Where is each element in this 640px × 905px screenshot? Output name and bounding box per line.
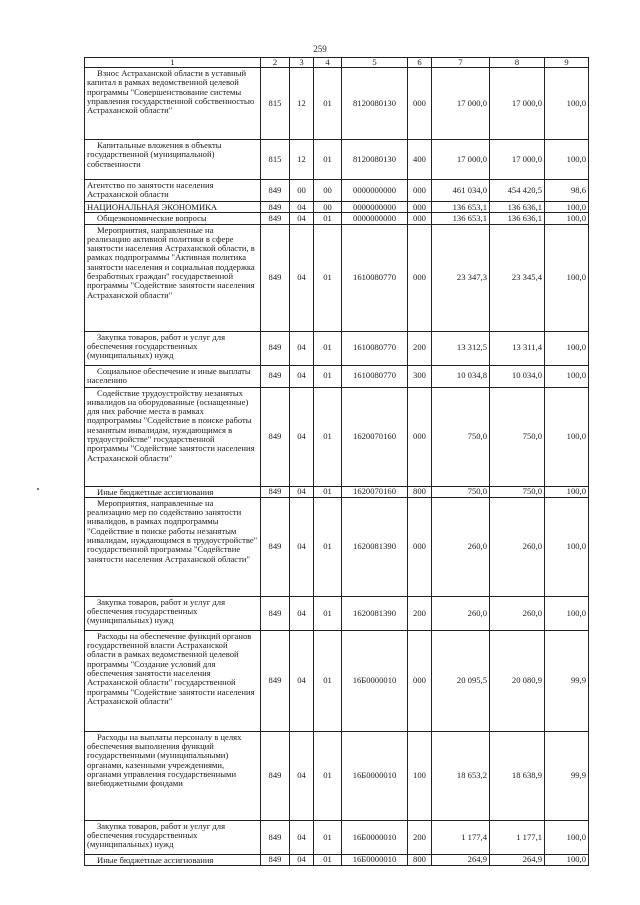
column-header: 4 xyxy=(314,58,342,68)
cell-expense-type: 800 xyxy=(408,486,432,497)
cell-execution-percent: 100,0 xyxy=(545,387,589,486)
cell-executed-amount: 17 000,0 xyxy=(490,68,545,140)
cell-expense-type: 000 xyxy=(408,387,432,486)
cell-expense-type: 100 xyxy=(408,731,432,820)
cell-execution-percent: 100,0 xyxy=(545,820,589,854)
cell-executed-amount: 1 177,1 xyxy=(490,820,545,854)
cell-subsection: 01 xyxy=(314,140,342,180)
cell-planned-amount: 260,0 xyxy=(432,497,490,596)
cell-planned-amount: 1 177,4 xyxy=(432,820,490,854)
cell-planned-amount: 17 000,0 xyxy=(432,68,490,140)
column-header: 6 xyxy=(408,58,432,68)
cell-section: 04 xyxy=(290,213,314,224)
cell-execution-percent: 100,0 xyxy=(545,68,589,140)
cell-execution-percent: 99,9 xyxy=(545,630,589,731)
table-row xyxy=(85,224,589,331)
table-row xyxy=(85,202,589,213)
cell-section: 04 xyxy=(290,731,314,820)
cell-section: 04 xyxy=(290,820,314,854)
cell-executed-amount: 260,0 xyxy=(490,497,545,596)
cell-execution-percent: 100,0 xyxy=(545,140,589,180)
cell-planned-amount: 461 034,0 xyxy=(432,180,490,202)
row-description: Содействие трудоустройству незанятых инвалидов на оборудованные (оснащенные) для них рабочие места в рамках подпрограммы "Содействие в поиске работы незанятым инвалидам, нуждающимся в трудоустройстве" государственной программы "Содействие занятости населения Астраханской области" xyxy=(85,387,261,486)
cell-section: 04 xyxy=(290,224,314,331)
cell-subsection: 01 xyxy=(314,486,342,497)
cell-expense-type: 200 xyxy=(408,596,432,630)
cell-section: 04 xyxy=(290,486,314,497)
cell-executed-amount: 17 000,0 xyxy=(490,140,545,180)
cell-target-article: 16Б0000010 xyxy=(342,854,408,865)
cell-executed-amount: 136 636,1 xyxy=(490,213,545,224)
cell-execution-percent: 100,0 xyxy=(545,486,589,497)
cell-execution-percent: 100,0 xyxy=(545,331,589,365)
row-description: Мероприятия, направленные на реализацию активной политики в сфере занятости населения Астраханской области, в рамках подпрограммы "Активная политика занятости населения и социальная поддержка безработных граждан" государственной программы "Содействие занятости населения Астраханской области" xyxy=(85,224,261,331)
cell-ministry-code: 849 xyxy=(261,820,290,854)
cell-execution-percent: 100,0 xyxy=(545,596,589,630)
column-header: 8 xyxy=(490,58,545,68)
column-header: 2 xyxy=(261,58,290,68)
row-description: Социальное обеспечение и иные выплаты населению xyxy=(85,365,261,387)
cell-executed-amount: 136 636,1 xyxy=(490,202,545,213)
cell-executed-amount: 18 638,9 xyxy=(490,731,545,820)
cell-planned-amount: 750,0 xyxy=(432,486,490,497)
cell-target-article: 1620081390 xyxy=(342,497,408,596)
cell-subsection: 01 xyxy=(314,365,342,387)
table-row xyxy=(85,365,589,387)
table-row xyxy=(85,387,589,486)
cell-executed-amount: 20 080,9 xyxy=(490,630,545,731)
cell-planned-amount: 20 095,5 xyxy=(432,630,490,731)
row-description: Мероприятия, направленные на реализацию мер по содействию занятости инвалидов, в рамках подпрограммы "Содействие в поиске работы незанятым инвалидам, нуждающимся в трудоустройстве" государственной программы "Содействие занятости населения Астраханской области" xyxy=(85,497,261,596)
cell-target-article: 1610080770 xyxy=(342,224,408,331)
cell-ministry-code: 849 xyxy=(261,180,290,202)
cell-execution-percent: 100,0 xyxy=(545,497,589,596)
cell-subsection: 01 xyxy=(314,596,342,630)
cell-planned-amount: 13 312,5 xyxy=(432,331,490,365)
cell-target-article: 8120080130 xyxy=(342,68,408,140)
cell-ministry-code: 849 xyxy=(261,213,290,224)
cell-subsection: 01 xyxy=(314,731,342,820)
table-row xyxy=(85,331,589,365)
cell-execution-percent: 100,0 xyxy=(545,854,589,865)
cell-expense-type: 000 xyxy=(408,68,432,140)
row-description: Агентство по занятости населения Астраханской области xyxy=(85,180,261,202)
column-header: 1 xyxy=(85,58,261,68)
cell-execution-percent: 100,0 xyxy=(545,202,589,213)
cell-section: 12 xyxy=(290,140,314,180)
cell-execution-percent: 100,0 xyxy=(545,224,589,331)
cell-expense-type: 400 xyxy=(408,140,432,180)
cell-subsection: 01 xyxy=(314,68,342,140)
cell-expense-type: 000 xyxy=(408,497,432,596)
cell-target-article: 0000000000 xyxy=(342,213,408,224)
cell-expense-type: 300 xyxy=(408,365,432,387)
scan-speck xyxy=(37,488,39,490)
row-description: НАЦИОНАЛЬНАЯ ЭКОНОМИКА xyxy=(85,202,261,213)
cell-executed-amount: 10 034,0 xyxy=(490,365,545,387)
cell-execution-percent: 99,9 xyxy=(545,731,589,820)
row-description: Иные бюджетные ассигнования xyxy=(85,854,261,865)
cell-planned-amount: 264,9 xyxy=(432,854,490,865)
cell-planned-amount: 136 653,1 xyxy=(432,213,490,224)
cell-ministry-code: 849 xyxy=(261,202,290,213)
budget-execution-table xyxy=(84,57,589,866)
cell-planned-amount: 136 653,1 xyxy=(432,202,490,213)
cell-section: 12 xyxy=(290,68,314,140)
cell-expense-type: 000 xyxy=(408,224,432,331)
cell-ministry-code: 849 xyxy=(261,731,290,820)
column-header: 3 xyxy=(290,58,314,68)
table-row xyxy=(85,820,589,854)
column-header: 5 xyxy=(342,58,408,68)
cell-subsection: 00 xyxy=(314,180,342,202)
cell-expense-type: 200 xyxy=(408,820,432,854)
cell-subsection: 00 xyxy=(314,202,342,213)
cell-ministry-code: 849 xyxy=(261,596,290,630)
cell-planned-amount: 260,0 xyxy=(432,596,490,630)
page-number: 259 xyxy=(313,44,327,54)
cell-expense-type: 800 xyxy=(408,854,432,865)
column-header: 9 xyxy=(545,58,589,68)
cell-target-article: 8120080130 xyxy=(342,140,408,180)
row-description: Взнос Астраханской области в уставный капитал в рамках ведомственной целевой программы "Совершенствование системы управления государственной собственностью Астраханской области" xyxy=(85,68,261,140)
table-row xyxy=(85,596,589,630)
cell-planned-amount: 18 653,2 xyxy=(432,731,490,820)
header-row xyxy=(85,58,589,68)
row-description: Закупка товаров, работ и услуг для обеспечения государственных (муниципальных) нужд xyxy=(85,596,261,630)
cell-target-article: 1610080770 xyxy=(342,331,408,365)
row-description: Закупка товаров, работ и услуг для обеспечения государственных (муниципальных) нужд xyxy=(85,820,261,854)
cell-section: 04 xyxy=(290,331,314,365)
cell-section: 04 xyxy=(290,365,314,387)
column-header: 7 xyxy=(432,58,490,68)
cell-executed-amount: 13 311,4 xyxy=(490,331,545,365)
cell-subsection: 01 xyxy=(314,224,342,331)
table-row xyxy=(85,486,589,497)
cell-expense-type: 200 xyxy=(408,331,432,365)
cell-ministry-code: 849 xyxy=(261,331,290,365)
cell-section: 04 xyxy=(290,497,314,596)
cell-planned-amount: 23 347,3 xyxy=(432,224,490,331)
cell-subsection: 01 xyxy=(314,630,342,731)
cell-ministry-code: 849 xyxy=(261,630,290,731)
cell-ministry-code: 849 xyxy=(261,224,290,331)
table-row xyxy=(85,854,589,865)
cell-subsection: 01 xyxy=(314,820,342,854)
cell-section: 00 xyxy=(290,180,314,202)
cell-executed-amount: 264,9 xyxy=(490,854,545,865)
cell-subsection: 01 xyxy=(314,387,342,486)
cell-section: 04 xyxy=(290,596,314,630)
cell-section: 04 xyxy=(290,387,314,486)
cell-executed-amount: 260,0 xyxy=(490,596,545,630)
table-row xyxy=(85,180,589,202)
cell-subsection: 01 xyxy=(314,854,342,865)
cell-target-article: 1610080770 xyxy=(342,365,408,387)
row-description: Общеэкономические вопросы xyxy=(85,213,261,224)
cell-executed-amount: 454 420,5 xyxy=(490,180,545,202)
cell-planned-amount: 750,0 xyxy=(432,387,490,486)
cell-executed-amount: 750,0 xyxy=(490,387,545,486)
cell-ministry-code: 849 xyxy=(261,365,290,387)
row-description: Расходы на обеспечение функций органов государственной власти Астраханской области в рамках ведомственной целевой программы "Создание условий для обеспечения занятости населения Астраханской области" государственной программы "Содействие занятости населения Астраханской области" xyxy=(85,630,261,731)
cell-planned-amount: 10 034,8 xyxy=(432,365,490,387)
cell-target-article: 0000000000 xyxy=(342,202,408,213)
cell-expense-type: 000 xyxy=(408,630,432,731)
cell-subsection: 01 xyxy=(314,213,342,224)
cell-expense-type: 000 xyxy=(408,202,432,213)
row-description: Капитальные вложения в объекты государственной (муниципальной) собственности xyxy=(85,140,261,180)
table-row xyxy=(85,68,589,140)
cell-ministry-code: 815 xyxy=(261,140,290,180)
cell-target-article: 1620070160 xyxy=(342,486,408,497)
cell-executed-amount: 23 345,4 xyxy=(490,224,545,331)
table-row xyxy=(85,497,589,596)
table-row xyxy=(85,213,589,224)
cell-execution-percent: 100,0 xyxy=(545,365,589,387)
table-row xyxy=(85,140,589,180)
cell-ministry-code: 815 xyxy=(261,68,290,140)
cell-target-article: 16Б0000010 xyxy=(342,630,408,731)
cell-executed-amount: 750,0 xyxy=(490,486,545,497)
cell-subsection: 01 xyxy=(314,331,342,365)
cell-execution-percent: 98,6 xyxy=(545,180,589,202)
cell-section: 04 xyxy=(290,202,314,213)
cell-target-article: 1620070160 xyxy=(342,387,408,486)
table-row xyxy=(85,731,589,820)
cell-ministry-code: 849 xyxy=(261,387,290,486)
row-description: Иные бюджетные ассигнования xyxy=(85,486,261,497)
cell-execution-percent: 100,0 xyxy=(545,213,589,224)
cell-subsection: 01 xyxy=(314,497,342,596)
cell-ministry-code: 849 xyxy=(261,497,290,596)
cell-target-article: 0000000000 xyxy=(342,180,408,202)
cell-expense-type: 000 xyxy=(408,180,432,202)
cell-ministry-code: 849 xyxy=(261,854,290,865)
cell-ministry-code: 849 xyxy=(261,486,290,497)
cell-target-article: 1620081390 xyxy=(342,596,408,630)
cell-expense-type: 000 xyxy=(408,213,432,224)
cell-target-article: 16Б0000010 xyxy=(342,820,408,854)
cell-planned-amount: 17 000,0 xyxy=(432,140,490,180)
table-row xyxy=(85,630,589,731)
row-description: Закупка товаров, работ и услуг для обеспечения государственных (муниципальных) нужд xyxy=(85,331,261,365)
row-description: Расходы на выплаты персоналу в целях обеспечения выполнения функций государственными (муниципальными) органами, казенными учреждениями, органами управления государственными внебюджетными фондами xyxy=(85,731,261,820)
cell-target-article: 16Б0000010 xyxy=(342,731,408,820)
cell-section: 04 xyxy=(290,630,314,731)
cell-section: 04 xyxy=(290,854,314,865)
